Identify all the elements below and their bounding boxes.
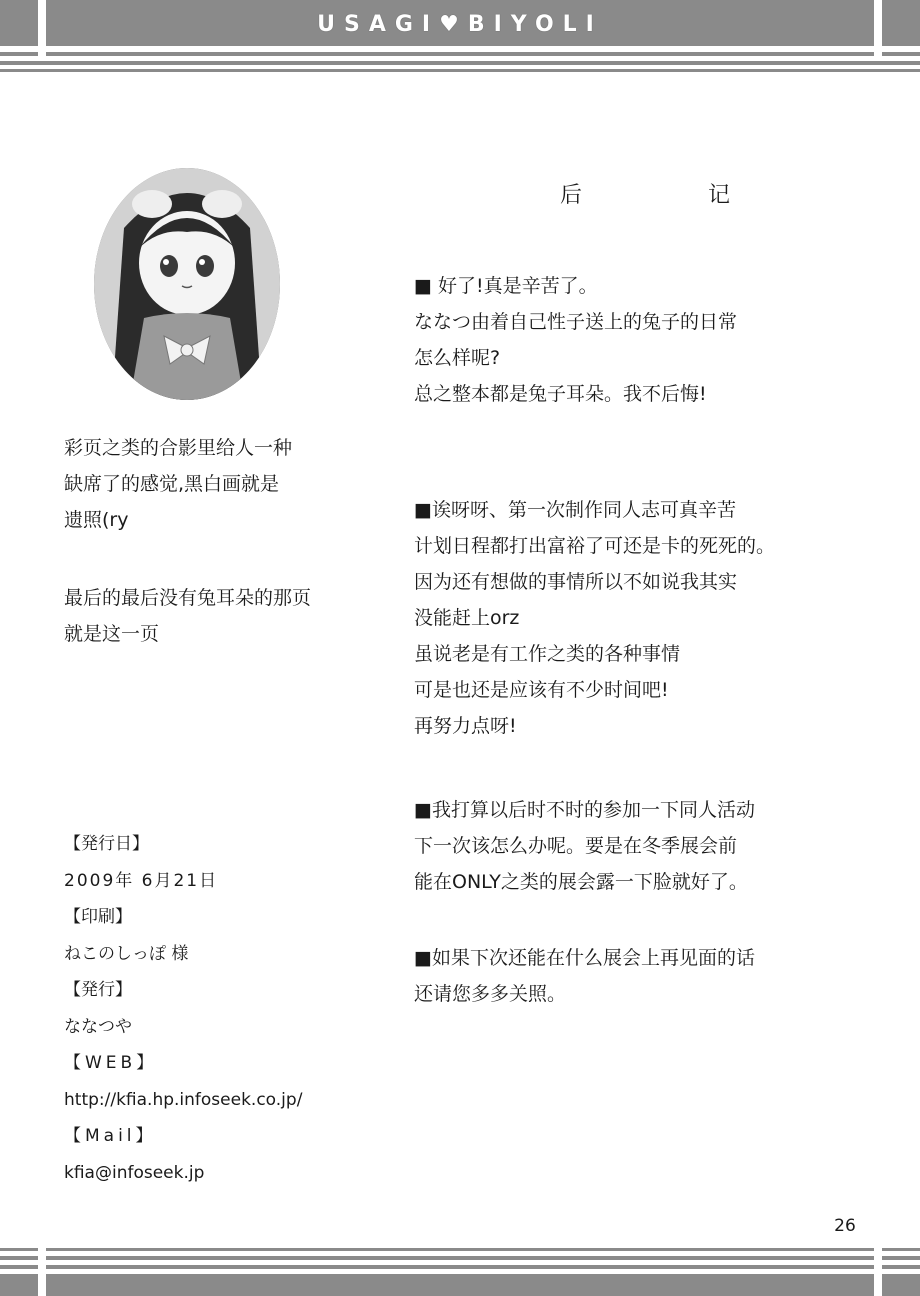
afterword-paragraph bbox=[414, 492, 854, 744]
caption-line: 就是这一页 bbox=[64, 623, 160, 645]
publisher-label: 【発行】 bbox=[64, 980, 132, 1000]
page-number: 26 bbox=[834, 1216, 856, 1236]
web-label: 【WEB】 bbox=[64, 1053, 158, 1073]
mail-label: 【Mail】 bbox=[64, 1126, 157, 1146]
caption-line: 遗照(ry bbox=[64, 509, 129, 531]
afterword-title-part: 后 bbox=[560, 183, 583, 208]
paragraph-line: 虽说老是有工作之类的各种事情 bbox=[414, 643, 681, 665]
afterword-title-part: 记 bbox=[707, 183, 730, 208]
paragraph-line: 计划日程都打出富裕了可还是卡的死死的。 bbox=[414, 535, 776, 557]
paragraph-line: ■ 好了!真是辛苦了。 bbox=[414, 275, 598, 297]
paragraph-line: ■我打算以后时不时的参加一下同人活动 bbox=[414, 799, 755, 821]
paragraph-line: 总之整本都是兔子耳朵。我不后悔! bbox=[414, 383, 707, 405]
header-title: USAGI♥BIYOLI bbox=[317, 12, 603, 37]
date-value: 2009年 6月21日 bbox=[64, 870, 219, 891]
paragraph-line: 还请您多多关照。 bbox=[414, 983, 567, 1005]
closing-note bbox=[64, 580, 384, 652]
footer-bar bbox=[0, 1274, 920, 1296]
footer-divider bbox=[38, 1246, 46, 1296]
header-stripe bbox=[0, 52, 920, 56]
date-label: 【発行日】 bbox=[64, 834, 149, 854]
header-stripe bbox=[0, 69, 920, 72]
caption-line: 最后的最后没有兔耳朵的那页 bbox=[64, 587, 312, 609]
footer-divider bbox=[874, 1246, 882, 1296]
afterword-title bbox=[560, 178, 730, 209]
header-stripe bbox=[0, 61, 920, 65]
paragraph-line: 能在ONLY之类的展会露一下脸就好了。 bbox=[414, 871, 748, 893]
mail-link[interactable]: kfia@infoseek.jp bbox=[64, 1162, 205, 1183]
print-label: 【印刷】 bbox=[64, 907, 132, 927]
caption-line: 彩页之类的合影里给人一种 bbox=[64, 437, 293, 459]
web-link[interactable]: http://kfia.hp.infoseek.co.jp/ bbox=[64, 1089, 303, 1110]
character-illustration bbox=[94, 168, 280, 400]
character-portrait bbox=[94, 168, 280, 400]
paragraph-line: ななつ由着自己性子送上的兔子的日常 bbox=[414, 311, 738, 333]
afterword-paragraph bbox=[414, 268, 854, 412]
caption-line: 缺席了的感觉,黑白画就是 bbox=[64, 473, 280, 495]
paragraph-line: 再努力点呀! bbox=[414, 715, 517, 737]
footer-stripe bbox=[0, 1256, 920, 1260]
footer-stripe bbox=[0, 1265, 920, 1269]
portrait-caption bbox=[64, 430, 384, 538]
paragraph-line: ■诶呀呀、第一次制作同人志可真辛苦 bbox=[414, 499, 736, 521]
paragraph-line: ■如果下次还能在什么展会上再见面的话 bbox=[414, 947, 755, 969]
paragraph-line: 怎么样呢? bbox=[414, 347, 501, 369]
paragraph-line: 因为还有想做的事情所以不如说我其实 bbox=[414, 571, 738, 593]
afterword-paragraph bbox=[414, 792, 854, 900]
paragraph-line: 可是也还是应该有不少时间吧! bbox=[414, 679, 669, 701]
footer-stripe bbox=[0, 1248, 920, 1251]
print-value: ねこのしっぽ 様 bbox=[64, 943, 189, 964]
paragraph-line: 下一次该怎么办呢。要是在冬季展会前 bbox=[414, 835, 738, 857]
publisher-value: ななつや bbox=[64, 1016, 132, 1037]
afterword-paragraph bbox=[414, 940, 854, 1012]
paragraph-line: 没能赶上orz bbox=[414, 607, 520, 629]
colophon bbox=[64, 826, 384, 1191]
